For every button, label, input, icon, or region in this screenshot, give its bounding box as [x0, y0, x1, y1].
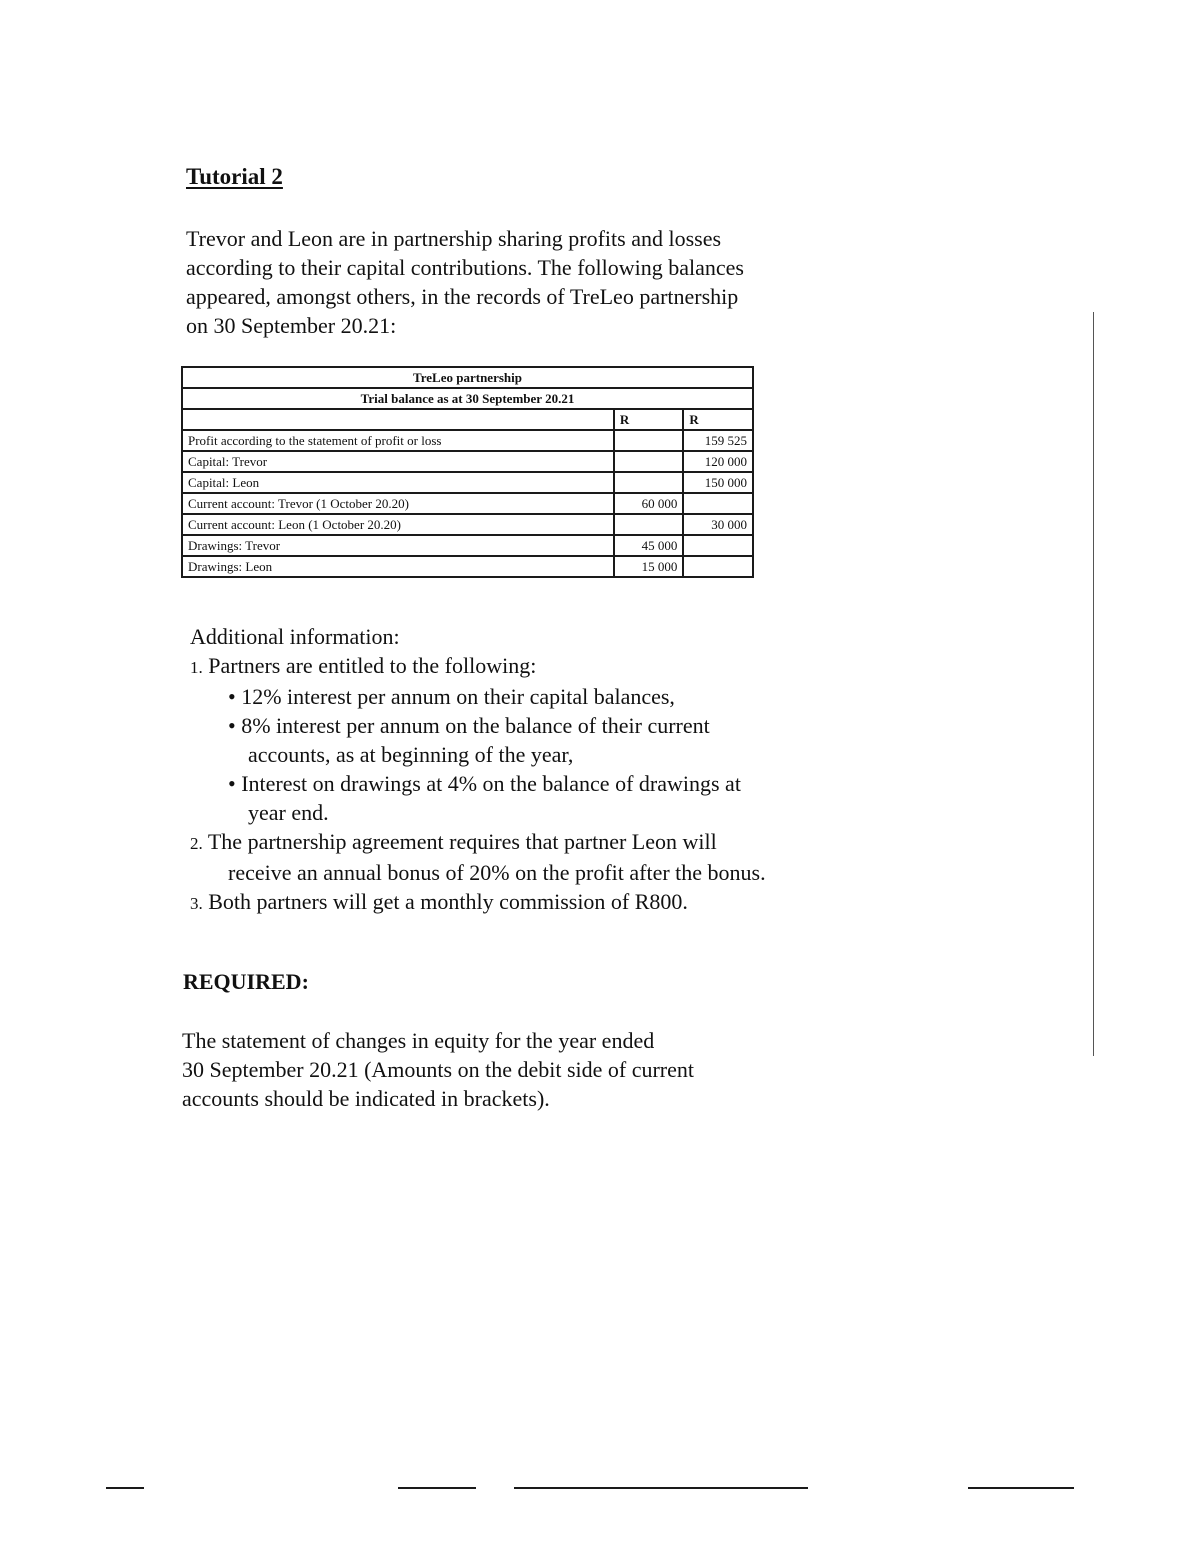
row-debit: 45 000 — [614, 535, 684, 556]
intro-line: on 30 September 20.21: — [186, 313, 397, 338]
row-description: Current account: Leon (1 October 20.20) — [182, 514, 614, 535]
table-header-blank — [182, 409, 614, 430]
row-debit — [614, 514, 684, 535]
debit-column-header: R — [614, 409, 684, 430]
bullet-item: • 12% interest per annum on their capital balances, — [228, 684, 675, 709]
row-credit: 159 525 — [683, 430, 753, 451]
tutorial-heading: Tutorial 2 — [186, 164, 283, 189]
bullet-continuation: year end. — [248, 800, 329, 825]
item-number: 1. — [190, 658, 203, 677]
row-credit: 120 000 — [683, 451, 753, 472]
row-credit — [683, 493, 753, 514]
footer-rule-center-a — [398, 1487, 476, 1489]
scan-edge-line — [1093, 312, 1094, 1056]
intro-line: appeared, amongst others, in the records of TreLeo partnership — [186, 284, 739, 309]
row-description: Capital: Leon — [182, 472, 614, 493]
row-debit — [614, 472, 684, 493]
item-text: The partnership agreement requires that partner Leon will — [207, 829, 717, 854]
item-text: Partners are entitled to the following: — [208, 653, 537, 678]
required-heading: REQUIRED: — [183, 969, 309, 994]
row-description: Drawings: Leon — [182, 556, 614, 577]
intro-paragraph — [186, 224, 826, 340]
row-debit: 15 000 — [614, 556, 684, 577]
table-row — [182, 493, 753, 514]
list-item — [190, 887, 870, 918]
table-row — [182, 451, 753, 472]
row-description: Current account: Trevor (1 October 20.20) — [182, 493, 614, 514]
row-credit: 150 000 — [683, 472, 753, 493]
additional-title: Additional information: — [190, 624, 400, 649]
table-row — [182, 514, 753, 535]
table-row — [182, 535, 753, 556]
row-description: Drawings: Trevor — [182, 535, 614, 556]
requirement-line: 30 September 20.21 (Amounts on the debit side of current — [182, 1057, 695, 1082]
table-row — [182, 430, 753, 451]
row-credit: 30 000 — [683, 514, 753, 535]
requirement-line: The statement of changes in equity for the year ended — [182, 1028, 655, 1053]
footer-rule-left — [106, 1487, 144, 1489]
row-debit — [614, 451, 684, 472]
additional-information — [190, 622, 870, 918]
credit-column-header: R — [683, 409, 753, 430]
list-item — [190, 827, 870, 858]
row-description: Capital: Trevor — [182, 451, 614, 472]
bullet-item: • 8% interest per annum on the balance of their current — [228, 713, 710, 738]
row-debit: 60 000 — [614, 493, 684, 514]
requirement-line: accounts should be indicated in brackets). — [182, 1086, 550, 1111]
bullet-item: • Interest on drawings at 4% on the balance of drawings at — [228, 771, 741, 796]
item-text: Both partners will get a monthly commission of R800. — [208, 889, 688, 914]
item-number: 2. — [190, 834, 203, 853]
footer-rule-right — [968, 1487, 1074, 1489]
table-row — [182, 556, 753, 577]
item-number: 3. — [190, 894, 203, 913]
requirement-text — [182, 1026, 802, 1113]
row-description: Profit according to the statement of profit or loss — [182, 430, 614, 451]
table-title: TreLeo partnership — [182, 367, 753, 388]
footer-rule-center-b — [514, 1487, 808, 1489]
table-subtitle: Trial balance as at 30 September 20.21 — [182, 388, 753, 409]
item-continuation: receive an annual bonus of 20% on the profit after the bonus. — [228, 860, 766, 885]
intro-line: Trevor and Leon are in partnership sharing profits and losses — [186, 226, 722, 251]
bullet-list — [190, 682, 870, 827]
row-debit — [614, 430, 684, 451]
list-item — [190, 651, 870, 682]
table-row — [182, 472, 753, 493]
bullet-continuation: accounts, as at beginning of the year, — [248, 742, 574, 767]
row-credit — [683, 556, 753, 577]
intro-line: according to their capital contributions. The following balances — [186, 255, 744, 280]
trial-balance-table — [181, 366, 754, 578]
row-credit — [683, 535, 753, 556]
